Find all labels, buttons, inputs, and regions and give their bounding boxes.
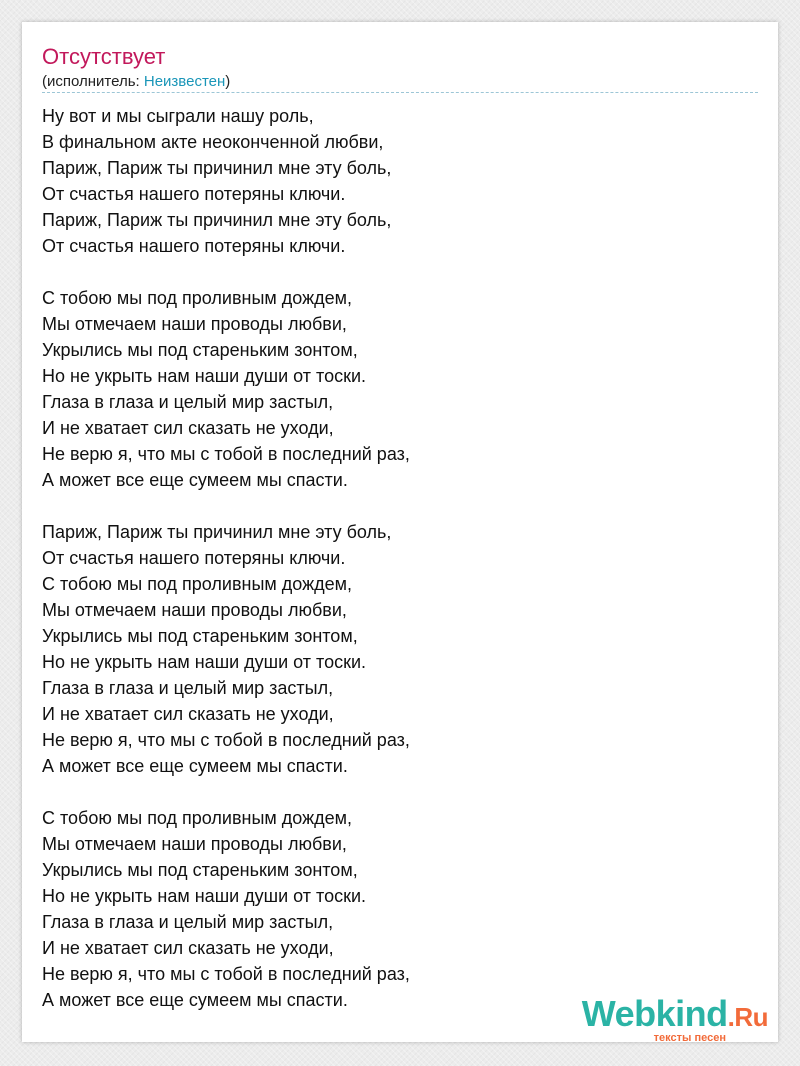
logo-tagline: тексты песен xyxy=(653,1032,726,1044)
lyrics-line: И не хватает сил сказать не уходи, xyxy=(42,938,334,958)
lyrics-line: С тобою мы под проливным дождем, xyxy=(42,808,353,828)
lyrics-stanza xyxy=(42,805,742,1013)
lyrics-stanza xyxy=(42,285,742,493)
lyrics-line: Париж, Париж ты причинил мне эту боль, xyxy=(42,158,392,178)
lyrics-line: С тобою мы под проливным дождем, xyxy=(42,288,353,308)
logo-wordmark xyxy=(568,993,768,1035)
lyrics-line: А может все еще сумеем мы спасти. xyxy=(42,756,348,776)
lyrics-line: Париж, Париж ты причинил мне эту боль, xyxy=(42,210,392,230)
lyrics-body xyxy=(42,103,742,1039)
lyrics-line: Но не укрыть нам наши души от тоски. xyxy=(42,366,367,386)
lyrics-line: Не верю я, что мы с тобой в последний раз, xyxy=(42,730,410,750)
lyrics-line: Но не укрыть нам наши души от тоски. xyxy=(42,886,367,906)
lyrics-line: И не хватает сил сказать не уходи, xyxy=(42,418,334,438)
lyrics-line: Глаза в глаза и целый мир застыл, xyxy=(42,678,334,698)
lyrics-line: Глаза в глаза и целый мир застыл, xyxy=(42,912,334,932)
artist-line xyxy=(42,72,230,92)
lyrics-line: А может все еще сумеем мы спасти. xyxy=(42,470,348,490)
lyrics-line: А может все еще сумеем мы спасти. xyxy=(42,990,348,1010)
lyrics-line: В финальном акте неоконченной любви, xyxy=(42,132,384,152)
artist-suffix: ) xyxy=(225,73,231,90)
lyrics-line: Мы отмечаем наши проводы любви, xyxy=(42,834,347,854)
title-divider xyxy=(42,92,758,93)
logo-name: Webkind xyxy=(581,993,728,1034)
site-logo[interactable] xyxy=(568,993,768,1044)
lyrics-line: Но не укрыть нам наши души от тоски. xyxy=(42,652,367,672)
lyrics-line: И не хватает сил сказать не уходи, xyxy=(42,704,334,724)
lyrics-line: Укрылись мы под стареньким зонтом, xyxy=(42,626,358,646)
song-title: Отсутствует xyxy=(42,44,166,69)
lyrics-line: Мы отмечаем наши проводы любви, xyxy=(42,314,347,334)
lyrics-stanza xyxy=(42,103,742,259)
lyrics-line: От счастья нашего потеряны ключи. xyxy=(42,236,346,256)
logo-tld: .Ru xyxy=(727,1002,768,1032)
lyrics-line: Глаза в глаза и целый мир застыл, xyxy=(42,392,334,412)
lyrics-line: Укрылись мы под стареньким зонтом, xyxy=(42,860,358,880)
lyrics-line: От счастья нашего потеряны ключи. xyxy=(42,184,346,204)
artist-link[interactable]: Неизвестен xyxy=(143,73,226,90)
lyrics-line: Мы отмечаем наши проводы любви, xyxy=(42,600,347,620)
lyrics-stanza xyxy=(42,519,742,779)
lyrics-line: Париж, Париж ты причинил мне эту боль, xyxy=(42,522,392,542)
lyrics-card xyxy=(22,22,778,1042)
lyrics-line: Укрылись мы под стареньким зонтом, xyxy=(42,340,358,360)
lyrics-line: Ну вот и мы сыграли нашу роль, xyxy=(42,106,314,126)
lyrics-line: Не верю я, что мы с тобой в последний раз, xyxy=(42,964,410,984)
lyrics-line: От счастья нашего потеряны ключи. xyxy=(42,548,346,568)
artist-prefix: (исполнитель: xyxy=(42,73,144,90)
lyrics-line: С тобою мы под проливным дождем, xyxy=(42,574,353,594)
lyrics-line: Не верю я, что мы с тобой в последний раз, xyxy=(42,444,410,464)
